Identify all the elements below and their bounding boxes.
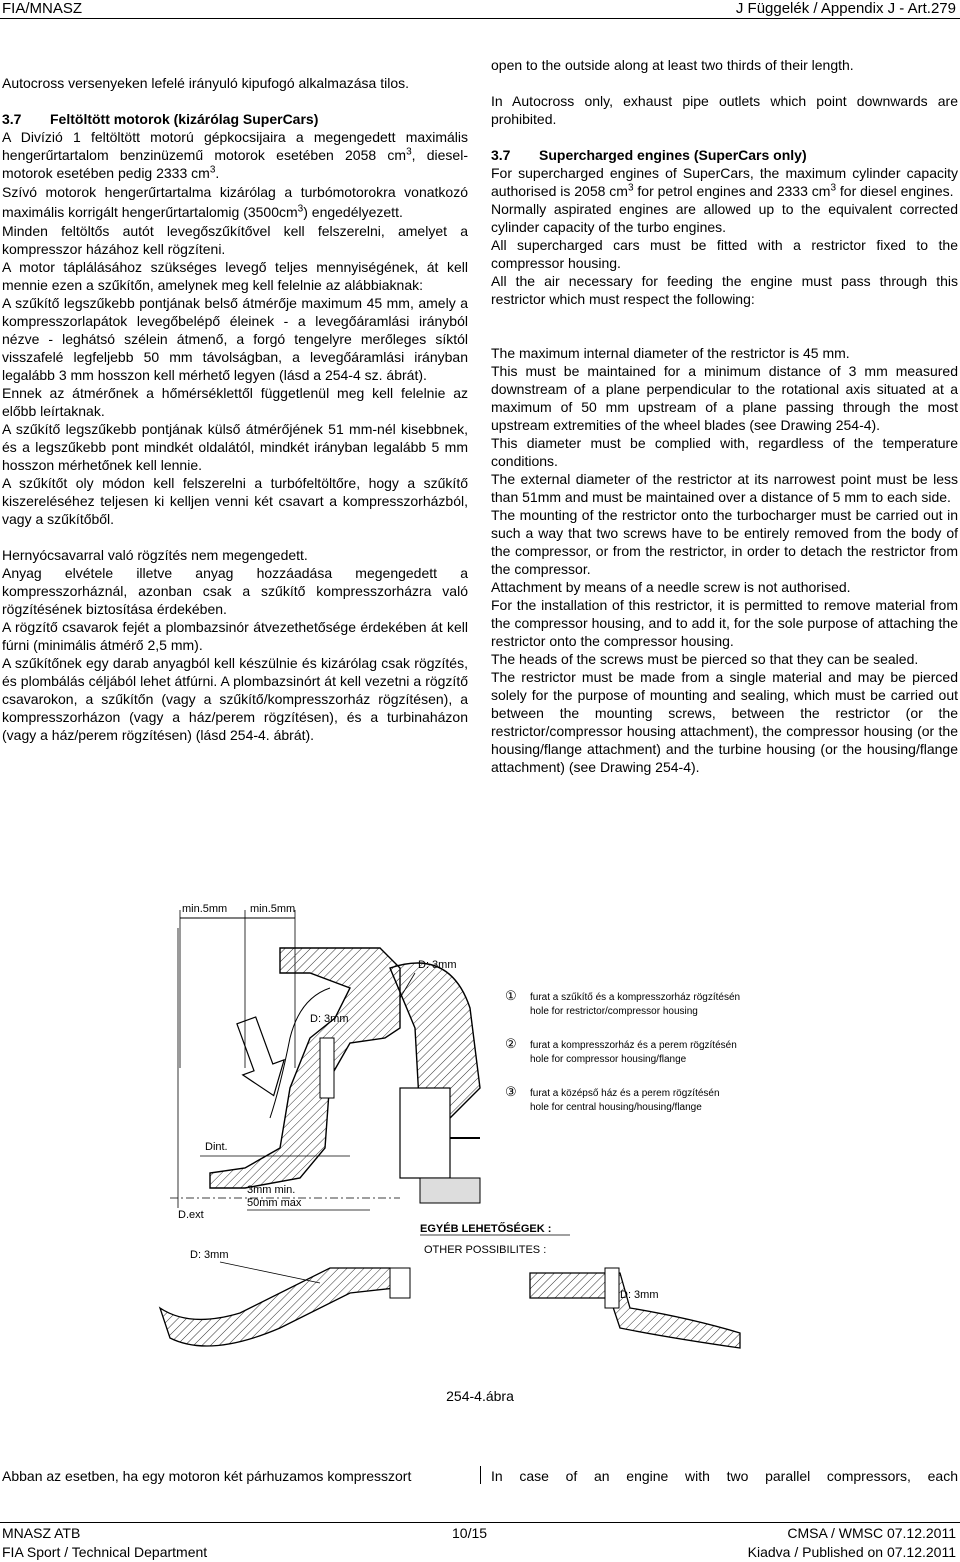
paragraph: This diameter must be complied with, regardless of the temperature conditions. [491, 435, 958, 469]
alt-restrictor-left [160, 1249, 410, 1346]
section-heading: 3.7 Supercharged engines (SuperCars only) [491, 147, 807, 163]
header-left: FIA/MNASZ [2, 0, 83, 17]
legend-num-3: ③ [505, 1084, 517, 1099]
legend-en-2: hole for compressor housing/flange [530, 1054, 687, 1065]
column-divider [480, 1466, 481, 1484]
label-min5-b: min.5mm [250, 903, 296, 915]
paragraph: The maximum internal diameter of the restrictor is 45 mm. [491, 345, 850, 361]
paragraph: A szűkítőt oly módon kell felszerelni a turbófeltöltőre, hogy a szűkítő kiszereléséhez teljesen ki kelljen venni két csavart a kompresszorházból, vagy a szűkítőből. [2, 475, 468, 527]
label-min5-a: min.5mm [182, 903, 228, 915]
paragraph: A szűkítő legszűkebb pontjának belső átmérője maximum 45 mm, amely a kompresszorlapátok levegőbelépő éleinek - a levegőáramlási irányból nézve - leghátsó szélein átmenő, a forgó tengelyre merőleges síktól visszafelé legfeljebb 50 mm távolságban, a levegőáramlási irányban legalább 3 mm hosszon kell mérhető legyen (lásd a 254-4 sz. ábrát). [2, 295, 468, 383]
legend-hu-3: furat a középső ház és a perem rögzítésén [530, 1088, 720, 1099]
paragraph: In Autocross only, exhaust pipe outlets which point downwards are prohibited. [491, 93, 958, 127]
bottom-text-english: In case of an engine with two parallel compressors, each [491, 1468, 958, 1484]
label-other-en: OTHER POSSIBILITES : [424, 1244, 547, 1256]
label-dext: D.ext [178, 1209, 204, 1221]
paragraph: Szívó motorok hengerűrtartalma kizárólag a turbómotorokra vonatkozó maximális korrigált hengerűrtartalomig $(3500cm^3)$ engedélyezett. [2, 184, 468, 220]
footer-council: CMSA / WMSC 07.12.2011 [787, 1525, 956, 1541]
legend-en-3: hole for central housing/housing/flange [530, 1102, 702, 1113]
paragraph: For supercharged engines of SuperCars, the maximum cylinder capacity authorised is 2058 $cm^3$ for petrol engines and 2333 $cm^3$ for diesel engines. [491, 165, 958, 199]
paragraph: All the air necessary for feeding the engine must pass through this restrictor which must respect the following: [491, 273, 958, 307]
footer-page-number: 10/15 [452, 1525, 488, 1541]
legend-num-1: ① [505, 988, 517, 1003]
bottom-text-hungarian: Abban az esetben, ha egy motoron két párhuzamos kompresszort [2, 1468, 412, 1484]
label-min3: 3mm min. [247, 1184, 296, 1196]
dimension-min5-left [180, 903, 245, 1068]
paragraph: A rögzítő csavarok fejét a plombazsinór átvezethetősége érdekében át kell fúrni (minimális átmérő 2,5 mm). [2, 619, 468, 653]
section-heading: 3.7 Feltöltött motorok (kizárólag SuperCars) [2, 111, 319, 127]
label-d3-b1: D: 3mm [190, 1249, 229, 1261]
label-dint: Dint. [205, 1141, 228, 1153]
page-header [0, 0, 960, 19]
page-footer [0, 1522, 960, 1560]
paragraph: Autocross versenyeken lefelé irányuló kipufogó alkalmazása tilos. [2, 75, 409, 91]
right-column-english [491, 56, 958, 776]
paragraph: The restrictor must be made from a single material and may be pierced solely for the purpose of mounting and sealing, which must be carried out between the mounting screws, between the restrictor (or the restrictor/compressor housing attachment), the compressor housing (or the housing/flange attachment) and the turbine housing (or the housing/flange attachment) (see Drawing 254-4). [491, 669, 958, 775]
footer-department: FIA Sport / Technical Department [2, 1544, 208, 1560]
paragraph: Normally aspirated engines are allowed up to the equivalent corrected cylinder capacity of the turbo engines. [491, 201, 958, 235]
paragraph: For the installation of this restrictor, it is permitted to remove material from the compressor housing, and to add it, for the sole purpose of attaching the restrictor onto the compressor housing. [491, 597, 958, 649]
alt-restrictor-right [530, 1268, 740, 1348]
label-max50: 50mm max [247, 1197, 302, 1209]
paragraph: A szűkítő legszűkebb pontjának külső átmérőjének 51 mm-nél kisebbnek, és a legszűkebb pont mindkét oldalától, mindkét irányban legalább 5 mm hosszon mérhetőnek kell lennie. [2, 421, 468, 473]
paragraph: The external diameter of the restrictor at its narrowest point must be less than 51mm and must be maintained over a distance of 5 mm to each side. [491, 471, 958, 505]
paragraph: Hernyócsavarral való rögzítés nem megengedett. [2, 547, 308, 563]
paragraph: Ennek az átmérőnek a hőmérséklettől függetlenül meg kell felelnie az előbb leírtaknak. [2, 385, 468, 419]
paragraph: A szűkítőnek egy darab anyagból kell készülnie és kizárólag csak rögzítés, és plombálás céljából lehet átfúrni. A plombazsinórt át kell vezetni a rögzítő csavarokon, a szűkítőn (vagy a szűkítő/kompresszorház rögzítésen), a kompresszorházon (vagy a ház/perem rögzítésen), és a turbinaházon (vagy a ház/perem rögzítésen) (lásd 254-4. ábrát). [2, 655, 468, 743]
paragraph: Anyag elvétele illetve anyag hozzáadása megengedett a kompresszorháznál, azonban csak a szűkítő kompresszorházra való rögzítésének biztosítása érdekében. [2, 565, 468, 617]
airflow-arrow-icon [226, 1013, 295, 1103]
footer-published: Kiadva / Published on 07.12.2011 [747, 1544, 956, 1560]
paragraph: A motor táplálásához szükséges levegő teljes mennyiségének, át kell mennie ezen a szűkítőn, amelynek meg kell felelnie az alábbiaknak: [2, 259, 468, 293]
dimension-min5-right [245, 903, 295, 1068]
restrictor-drawing-254-4 [150, 888, 770, 1378]
figure-caption: 254-4.ábra [446, 1388, 514, 1404]
paragraph: The heads of the screws must be pierced so that they can be sealed. [491, 651, 919, 667]
label-other-hu: EGYÉB LEHETŐSÉGEK : [420, 1223, 552, 1235]
label-d3-b2: D: 3mm [620, 1289, 659, 1301]
legend-hu-1: furat a szűkítő és a kompresszorház rögzítésén [530, 992, 741, 1003]
header-right: J Függelék / Appendix J - Art.279 [735, 0, 956, 17]
paragraph: This must be maintained for a minimum distance of 3 mm measured downstream of a plane perpendicular to the rotational axis situated at a maximum of 50 mm upstream of a plane passing through the most upstream extremities of the wheel blades (see Drawing 254-4). [491, 363, 958, 433]
paragraph: All supercharged cars must be fitted with a restrictor fixed to the compressor housing. [491, 237, 958, 271]
paragraph: A Divízió 1 feltöltött motorú gépkocsijaira a megengedett maximális hengerűrtartalom benzinüzemű motorok esetében 2058 $cm^3$, diesel-motorok esetében pedig 2333 $cm^3$. [2, 129, 468, 181]
paragraph: Attachment by means of a needle screw is not authorised. [491, 579, 851, 595]
figure-legend [505, 988, 740, 1113]
legend-en-1: hole for restrictor/compressor housing [530, 1006, 698, 1017]
left-column-hungarian [2, 74, 468, 744]
footer-org: MNASZ ATB [2, 1525, 81, 1541]
compressor-wheel [400, 1088, 480, 1203]
label-d3-top: D: 3mm [418, 959, 457, 971]
paragraph: open to the outside along at least two thirds of their length. [491, 57, 854, 73]
paragraph: The mounting of the restrictor onto the turbocharger must be carried out in such a way that two screws have to be entirely removed from the body of the compressor, or from the restrictor, in order to detach the restrictor from the compressor. [491, 507, 958, 577]
paragraph: Minden feltöltős autót levegőszűkítővel kell felszerelni, amelyet a kompresszor házához kell rögzíteni. [2, 223, 468, 257]
legend-num-2: ② [505, 1036, 517, 1051]
legend-hu-2: furat a kompresszorház és a perem rögzítésén [530, 1040, 737, 1051]
label-d3-left: D: 3mm [310, 1013, 349, 1025]
